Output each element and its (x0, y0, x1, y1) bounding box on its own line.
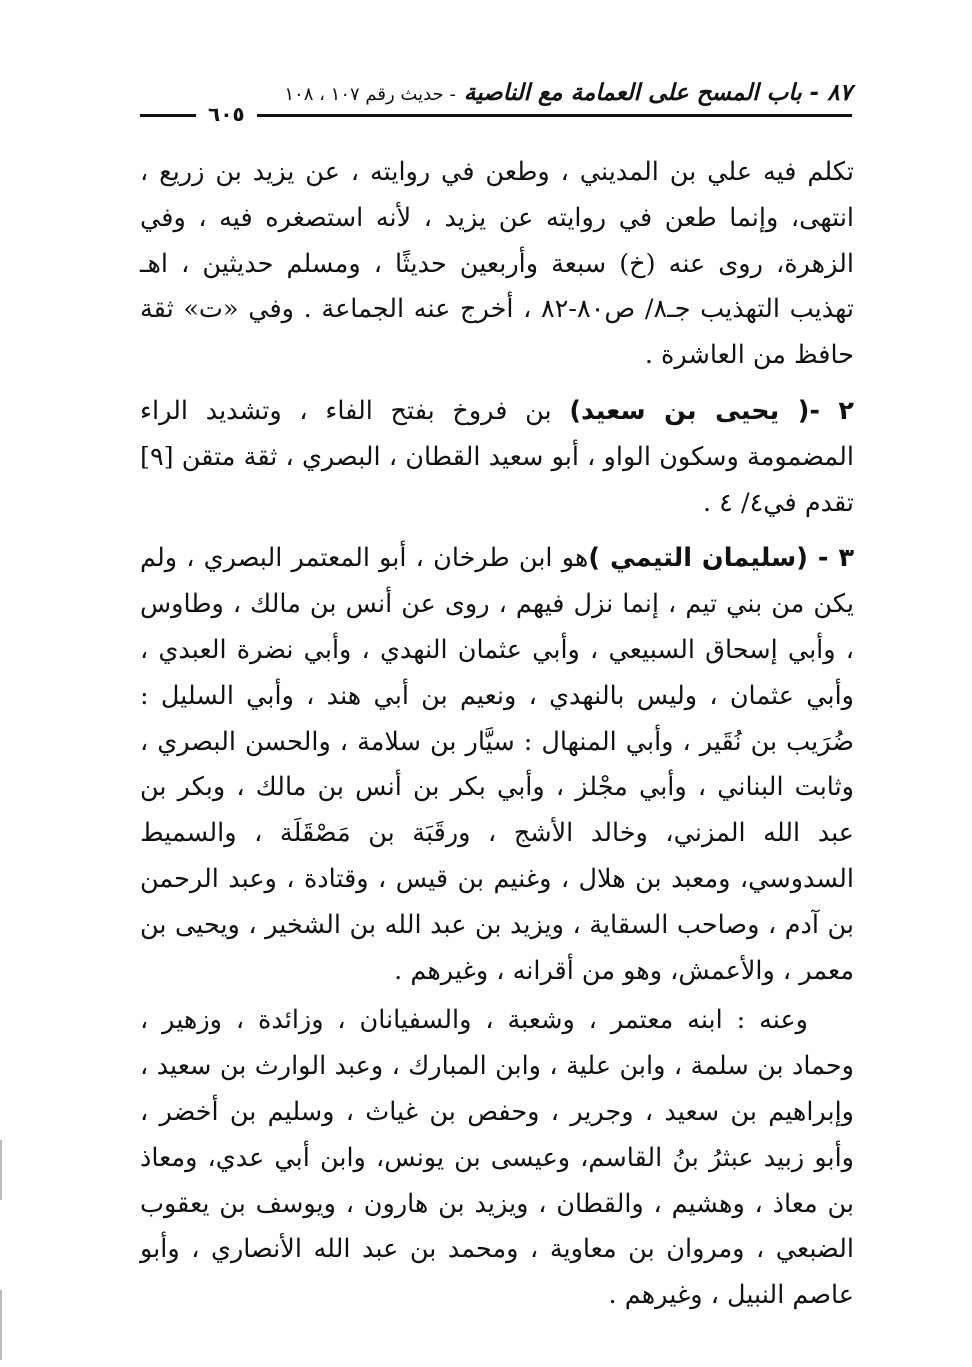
paragraph-text: وعنه : ابنه معتمر ، وشعبة ، والسفيانان ، وزائدة ، وزهير ، وحماد بن سلمة ، وابن علية ، وابن المبارك ، وعبد الوارث بن سعيد ، وإبراهيم بن سعيد ، وجرير ، وحفص بن غياث ، وسليم بن أخضر ، وأبو زبيد عبثرُ بنُ القاسم، وعيسى بن يونس، وابن أبي عدي، ومعاذ بن معاذ ، وهشيم ، والقطان ، ويزيد بن هارون ، ويوسف بن يعقوب الضبعي ، ومروان بن معاوية ، ومحمد بن عبد الله الأنصاري ، وأبو عاصم النبيل ، وغيرهم . (140, 1005, 854, 1311)
paragraph-students (140, 998, 854, 1319)
paragraph-text: هو ابن طرخان ، أبو المعتمر البصري ، ولم يكن من بني تيم ، إنما نزل فيهم ، روى عن أنس بن مالك ، وطاوس ، وأبي إسحاق السبيعي ، وأبي عثمان النهدي ، وأبي نضرة العبدي ، وأبي عثمان ، وليس بالنهدي ، ونعيم بن أبي هند ، وأبي السليل : ضُرَيب بن نُقَير ، وأبي المنهال : سيَّار بن سلامة ، والحسن البصري ، وثابت البناني ، وأبي مجْلز ، وأبي بكر بن أنس بن مالك ، وبكر بن عبد الله المزني، وخالد الأشج ، ورقَبَة بن مَصْقَلَة ، والسميط السدوسي، ومعبد بن هلال ، وغنيم بن قيس ، وقتادة ، وعبد الرحمن بن آدم ، وصاحب السقاية ، ويزيد بن عبد الله بن الشخير ، ويحيى بن معمر ، والأعمش، وهو من أقرانه ، وغيرهم . (140, 543, 854, 986)
chapter-heading (284, 78, 852, 110)
paragraph-narrator-3 (140, 536, 854, 994)
paragraph-text: بن فروخ بفتح الفاء ، وتشديد الراء المضمومة وسكون الواو ، أبو سعيد القطان ، البصري ، ثقة متقن [٩] تقدم في٤/ ٤ . (140, 395, 854, 518)
page-number: ٦٠٥ (196, 102, 257, 126)
narrator-name: ٢ -( يحيى بن سعيد) (569, 395, 854, 426)
hadith-number: - حديث رقم ١٠٧ ، ١٠٨ (284, 84, 456, 105)
paragraph-continuation (140, 150, 854, 379)
scan-edge-mark (0, 1140, 2, 1200)
paragraph-text: تكلم فيه علي بن المديني ، وطعن في روايته ، عن يزيد بن زريع ، انتهى، وإنما طعن في روايته عن يزيد ، لأنه استصغره فيه ، وفي الزهرة، روى عنه (خ) سبعة وأربعين حديثًا ، ومسلم حديثين ، اهـ تهذيب التهذيب جـ٨/ ص٨٠-٨٢ ، أخرج عنه الجماعة . وفي «ت» ثقة حافظ من العاشرة . (140, 157, 854, 371)
paragraph-narrator-2 (140, 389, 854, 526)
page-body (140, 150, 854, 1319)
chapter-title: ٨٧ - باب المسح على العمامة مع الناصية (463, 80, 852, 106)
narrator-name: ٣ - (سليمان التيمي ) (588, 543, 855, 574)
running-header (140, 78, 852, 126)
scan-edge-mark (0, 1290, 2, 1360)
